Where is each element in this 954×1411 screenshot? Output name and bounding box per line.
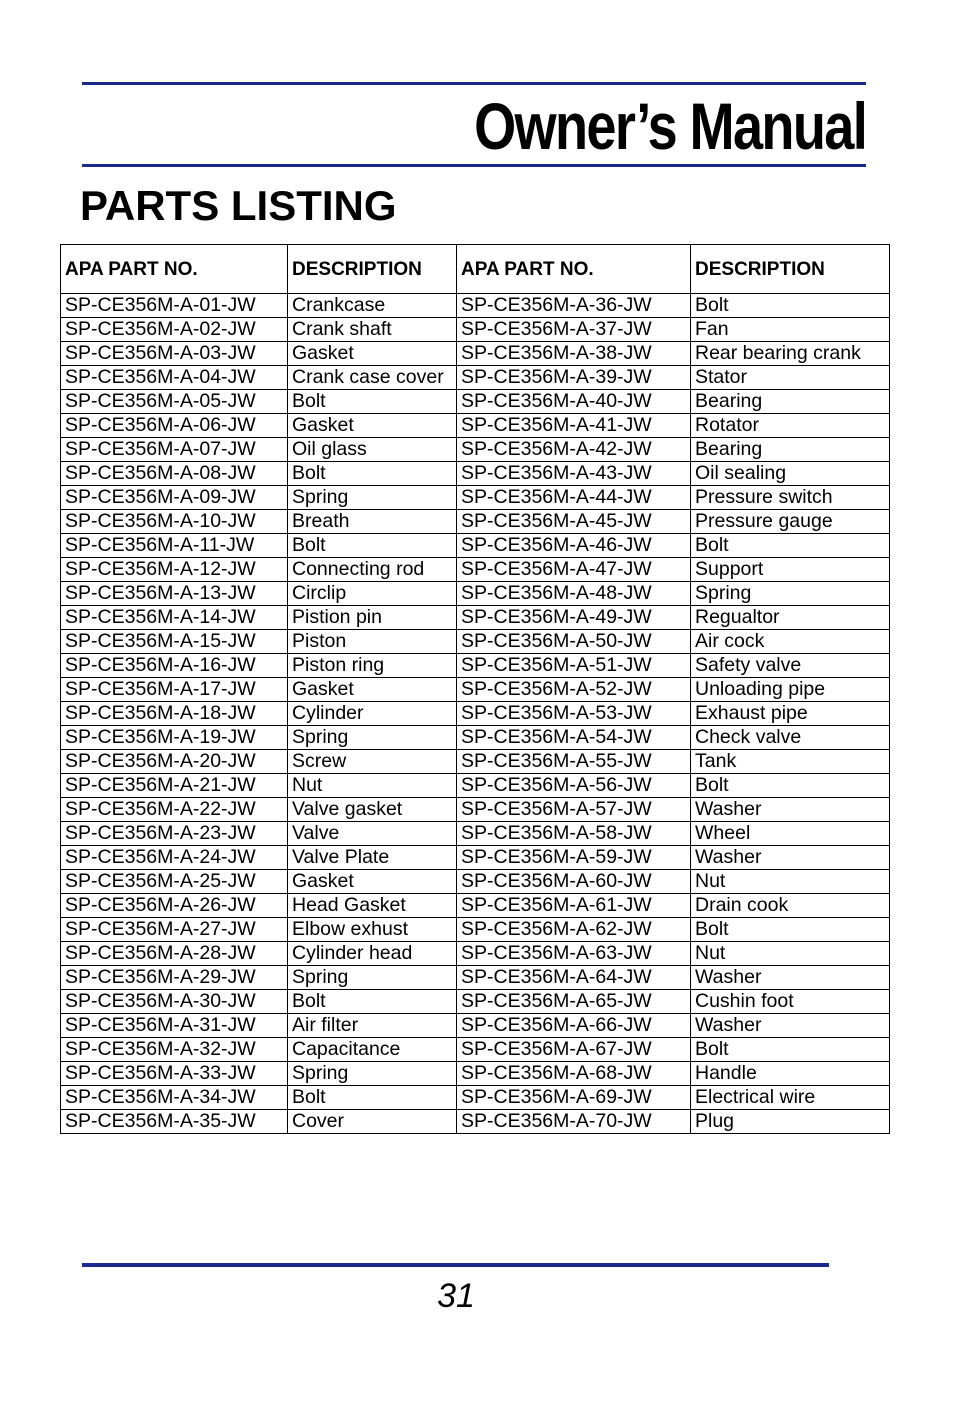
part-no-cell: SP-CE356M-A-15-JW bbox=[61, 630, 288, 654]
part-no-cell: SP-CE356M-A-08-JW bbox=[61, 462, 288, 486]
part-no-cell: SP-CE356M-A-51-JW bbox=[457, 654, 691, 678]
description-cell: Screw bbox=[288, 750, 457, 774]
part-no-cell: SP-CE356M-A-09-JW bbox=[61, 486, 288, 510]
header-description-left: DESCRIPTION bbox=[288, 245, 457, 294]
table-row bbox=[61, 726, 890, 750]
description-cell: Capacitance bbox=[288, 1038, 457, 1062]
table-row bbox=[61, 438, 890, 462]
page-number: 31 bbox=[437, 1277, 475, 1315]
description-cell: Bolt bbox=[691, 294, 890, 318]
table-row bbox=[61, 750, 890, 774]
description-cell: Cover bbox=[288, 1110, 457, 1134]
part-no-cell: SP-CE356M-A-63-JW bbox=[457, 942, 691, 966]
table-row bbox=[61, 798, 890, 822]
description-cell: Bolt bbox=[288, 990, 457, 1014]
part-no-cell: SP-CE356M-A-12-JW bbox=[61, 558, 288, 582]
part-no-cell: SP-CE356M-A-41-JW bbox=[457, 414, 691, 438]
part-no-cell: SP-CE356M-A-66-JW bbox=[457, 1014, 691, 1038]
table-row bbox=[61, 366, 890, 390]
description-cell: Exhaust pipe bbox=[691, 702, 890, 726]
table-row bbox=[61, 1086, 890, 1110]
part-no-cell: SP-CE356M-A-44-JW bbox=[457, 486, 691, 510]
manual-title: Owner’s Manual bbox=[473, 89, 866, 163]
part-no-cell: SP-CE356M-A-39-JW bbox=[457, 366, 691, 390]
part-no-cell: SP-CE356M-A-10-JW bbox=[61, 510, 288, 534]
part-no-cell: SP-CE356M-A-59-JW bbox=[457, 846, 691, 870]
description-cell: Tank bbox=[691, 750, 890, 774]
header-part-no-left: APA PART NO. bbox=[61, 245, 288, 294]
description-cell: Handle bbox=[691, 1062, 890, 1086]
part-no-cell: SP-CE356M-A-03-JW bbox=[61, 342, 288, 366]
part-no-cell: SP-CE356M-A-61-JW bbox=[457, 894, 691, 918]
table-row bbox=[61, 630, 890, 654]
description-cell: Rotator bbox=[691, 414, 890, 438]
part-no-cell: SP-CE356M-A-47-JW bbox=[457, 558, 691, 582]
part-no-cell: SP-CE356M-A-35-JW bbox=[61, 1110, 288, 1134]
part-no-cell: SP-CE356M-A-55-JW bbox=[457, 750, 691, 774]
table-row bbox=[61, 918, 890, 942]
description-cell: Check valve bbox=[691, 726, 890, 750]
description-cell: Valve bbox=[288, 822, 457, 846]
part-no-cell: SP-CE356M-A-14-JW bbox=[61, 606, 288, 630]
description-cell: Washer bbox=[691, 798, 890, 822]
description-cell: Bolt bbox=[288, 390, 457, 414]
description-cell: Crank shaft bbox=[288, 318, 457, 342]
part-no-cell: SP-CE356M-A-33-JW bbox=[61, 1062, 288, 1086]
part-no-cell: SP-CE356M-A-37-JW bbox=[457, 318, 691, 342]
part-no-cell: SP-CE356M-A-02-JW bbox=[61, 318, 288, 342]
part-no-cell: SP-CE356M-A-38-JW bbox=[457, 342, 691, 366]
table-row bbox=[61, 990, 890, 1014]
table-row bbox=[61, 774, 890, 798]
part-no-cell: SP-CE356M-A-67-JW bbox=[457, 1038, 691, 1062]
table-row bbox=[61, 870, 890, 894]
part-no-cell: SP-CE356M-A-40-JW bbox=[457, 390, 691, 414]
description-cell: Regualtor bbox=[691, 606, 890, 630]
table-header-row bbox=[61, 245, 890, 294]
description-cell: Gasket bbox=[288, 678, 457, 702]
part-no-cell: SP-CE356M-A-50-JW bbox=[457, 630, 691, 654]
part-no-cell: SP-CE356M-A-36-JW bbox=[457, 294, 691, 318]
description-cell: Drain cook bbox=[691, 894, 890, 918]
description-cell: Head Gasket bbox=[288, 894, 457, 918]
table-row bbox=[61, 486, 890, 510]
part-no-cell: SP-CE356M-A-45-JW bbox=[457, 510, 691, 534]
top-rule bbox=[82, 82, 866, 85]
table-row bbox=[61, 702, 890, 726]
description-cell: Crankcase bbox=[288, 294, 457, 318]
description-cell: Pressure switch bbox=[691, 486, 890, 510]
description-cell: Spring bbox=[288, 966, 457, 990]
description-cell: Piston ring bbox=[288, 654, 457, 678]
description-cell: Cylinder head bbox=[288, 942, 457, 966]
parts-table-body bbox=[61, 294, 890, 1134]
part-no-cell: SP-CE356M-A-11-JW bbox=[61, 534, 288, 558]
description-cell: Oil glass bbox=[288, 438, 457, 462]
description-cell: Pressure gauge bbox=[691, 510, 890, 534]
table-row bbox=[61, 654, 890, 678]
description-cell: Breath bbox=[288, 510, 457, 534]
table-row bbox=[61, 534, 890, 558]
description-cell: Washer bbox=[691, 1014, 890, 1038]
table-row bbox=[61, 1062, 890, 1086]
description-cell: Bolt bbox=[288, 534, 457, 558]
part-no-cell: SP-CE356M-A-06-JW bbox=[61, 414, 288, 438]
table-row bbox=[61, 822, 890, 846]
table-row bbox=[61, 606, 890, 630]
description-cell: Bolt bbox=[288, 1086, 457, 1110]
part-no-cell: SP-CE356M-A-43-JW bbox=[457, 462, 691, 486]
description-cell: Air cock bbox=[691, 630, 890, 654]
description-cell: Spring bbox=[288, 1062, 457, 1086]
part-no-cell: SP-CE356M-A-42-JW bbox=[457, 438, 691, 462]
part-no-cell: SP-CE356M-A-34-JW bbox=[61, 1086, 288, 1110]
description-cell: Valve gasket bbox=[288, 798, 457, 822]
description-cell: Electrical wire bbox=[691, 1086, 890, 1110]
part-no-cell: SP-CE356M-A-23-JW bbox=[61, 822, 288, 846]
description-cell: Spring bbox=[691, 582, 890, 606]
part-no-cell: SP-CE356M-A-25-JW bbox=[61, 870, 288, 894]
header-description-right: DESCRIPTION bbox=[691, 245, 890, 294]
part-no-cell: SP-CE356M-A-01-JW bbox=[61, 294, 288, 318]
part-no-cell: SP-CE356M-A-29-JW bbox=[61, 966, 288, 990]
description-cell: Air filter bbox=[288, 1014, 457, 1038]
table-row bbox=[61, 678, 890, 702]
part-no-cell: SP-CE356M-A-58-JW bbox=[457, 822, 691, 846]
part-no-cell: SP-CE356M-A-22-JW bbox=[61, 798, 288, 822]
description-cell: Stator bbox=[691, 366, 890, 390]
table-row bbox=[61, 894, 890, 918]
table-row bbox=[61, 1110, 890, 1134]
description-cell: Bearing bbox=[691, 438, 890, 462]
part-no-cell: SP-CE356M-A-24-JW bbox=[61, 846, 288, 870]
description-cell: Nut bbox=[691, 870, 890, 894]
part-no-cell: SP-CE356M-A-20-JW bbox=[61, 750, 288, 774]
part-no-cell: SP-CE356M-A-04-JW bbox=[61, 366, 288, 390]
part-no-cell: SP-CE356M-A-21-JW bbox=[61, 774, 288, 798]
part-no-cell: SP-CE356M-A-65-JW bbox=[457, 990, 691, 1014]
table-row bbox=[61, 318, 890, 342]
table-row bbox=[61, 1014, 890, 1038]
description-cell: Bolt bbox=[288, 462, 457, 486]
description-cell: Gasket bbox=[288, 414, 457, 438]
part-no-cell: SP-CE356M-A-68-JW bbox=[457, 1062, 691, 1086]
part-no-cell: SP-CE356M-A-52-JW bbox=[457, 678, 691, 702]
section-title: PARTS LISTING bbox=[80, 182, 397, 229]
part-no-cell: SP-CE356M-A-48-JW bbox=[457, 582, 691, 606]
part-no-cell: SP-CE356M-A-26-JW bbox=[61, 894, 288, 918]
part-no-cell: SP-CE356M-A-32-JW bbox=[61, 1038, 288, 1062]
description-cell: Crank case cover bbox=[288, 366, 457, 390]
description-cell: Cushin foot bbox=[691, 990, 890, 1014]
description-cell: Gasket bbox=[288, 870, 457, 894]
description-cell: Oil sealing bbox=[691, 462, 890, 486]
description-cell: Wheel bbox=[691, 822, 890, 846]
part-no-cell: SP-CE356M-A-54-JW bbox=[457, 726, 691, 750]
part-no-cell: SP-CE356M-A-64-JW bbox=[457, 966, 691, 990]
description-cell: Connecting rod bbox=[288, 558, 457, 582]
part-no-cell: SP-CE356M-A-07-JW bbox=[61, 438, 288, 462]
description-cell: Piston bbox=[288, 630, 457, 654]
footer-rule bbox=[82, 1263, 829, 1267]
description-cell: Pistion pin bbox=[288, 606, 457, 630]
table-row bbox=[61, 342, 890, 366]
description-cell: Safety valve bbox=[691, 654, 890, 678]
description-cell: Bolt bbox=[691, 534, 890, 558]
part-no-cell: SP-CE356M-A-31-JW bbox=[61, 1014, 288, 1038]
table-row bbox=[61, 846, 890, 870]
description-cell: Cylinder bbox=[288, 702, 457, 726]
table-row bbox=[61, 1038, 890, 1062]
description-cell: Washer bbox=[691, 966, 890, 990]
description-cell: Circlip bbox=[288, 582, 457, 606]
header-part-no-right: APA PART NO. bbox=[457, 245, 691, 294]
part-no-cell: SP-CE356M-A-57-JW bbox=[457, 798, 691, 822]
part-no-cell: SP-CE356M-A-28-JW bbox=[61, 942, 288, 966]
table-row bbox=[61, 558, 890, 582]
title-underline-rule bbox=[82, 164, 866, 167]
description-cell: Bolt bbox=[691, 1038, 890, 1062]
part-no-cell: SP-CE356M-A-56-JW bbox=[457, 774, 691, 798]
description-cell: Nut bbox=[691, 942, 890, 966]
part-no-cell: SP-CE356M-A-49-JW bbox=[457, 606, 691, 630]
part-no-cell: SP-CE356M-A-27-JW bbox=[61, 918, 288, 942]
description-cell: Plug bbox=[691, 1110, 890, 1134]
table-row bbox=[61, 390, 890, 414]
part-no-cell: SP-CE356M-A-18-JW bbox=[61, 702, 288, 726]
description-cell: Bolt bbox=[691, 918, 890, 942]
parts-table bbox=[60, 244, 890, 1134]
table-row bbox=[61, 510, 890, 534]
part-no-cell: SP-CE356M-A-46-JW bbox=[457, 534, 691, 558]
table-row bbox=[61, 294, 890, 318]
part-no-cell: SP-CE356M-A-30-JW bbox=[61, 990, 288, 1014]
description-cell: Spring bbox=[288, 726, 457, 750]
part-no-cell: SP-CE356M-A-13-JW bbox=[61, 582, 288, 606]
description-cell: Spring bbox=[288, 486, 457, 510]
part-no-cell: SP-CE356M-A-16-JW bbox=[61, 654, 288, 678]
description-cell: Support bbox=[691, 558, 890, 582]
part-no-cell: SP-CE356M-A-60-JW bbox=[457, 870, 691, 894]
part-no-cell: SP-CE356M-A-17-JW bbox=[61, 678, 288, 702]
description-cell: Nut bbox=[288, 774, 457, 798]
table-row bbox=[61, 966, 890, 990]
description-cell: Bolt bbox=[691, 774, 890, 798]
table-row bbox=[61, 462, 890, 486]
description-cell: Fan bbox=[691, 318, 890, 342]
table-row bbox=[61, 582, 890, 606]
description-cell: Valve Plate bbox=[288, 846, 457, 870]
table-row bbox=[61, 414, 890, 438]
part-no-cell: SP-CE356M-A-19-JW bbox=[61, 726, 288, 750]
description-cell: Unloading pipe bbox=[691, 678, 890, 702]
description-cell: Gasket bbox=[288, 342, 457, 366]
part-no-cell: SP-CE356M-A-62-JW bbox=[457, 918, 691, 942]
table-row bbox=[61, 942, 890, 966]
description-cell: Bearing bbox=[691, 390, 890, 414]
description-cell: Rear bearing crank bbox=[691, 342, 890, 366]
part-no-cell: SP-CE356M-A-05-JW bbox=[61, 390, 288, 414]
description-cell: Washer bbox=[691, 846, 890, 870]
description-cell: Elbow exhust bbox=[288, 918, 457, 942]
part-no-cell: SP-CE356M-A-69-JW bbox=[457, 1086, 691, 1110]
part-no-cell: SP-CE356M-A-53-JW bbox=[457, 702, 691, 726]
part-no-cell: SP-CE356M-A-70-JW bbox=[457, 1110, 691, 1134]
